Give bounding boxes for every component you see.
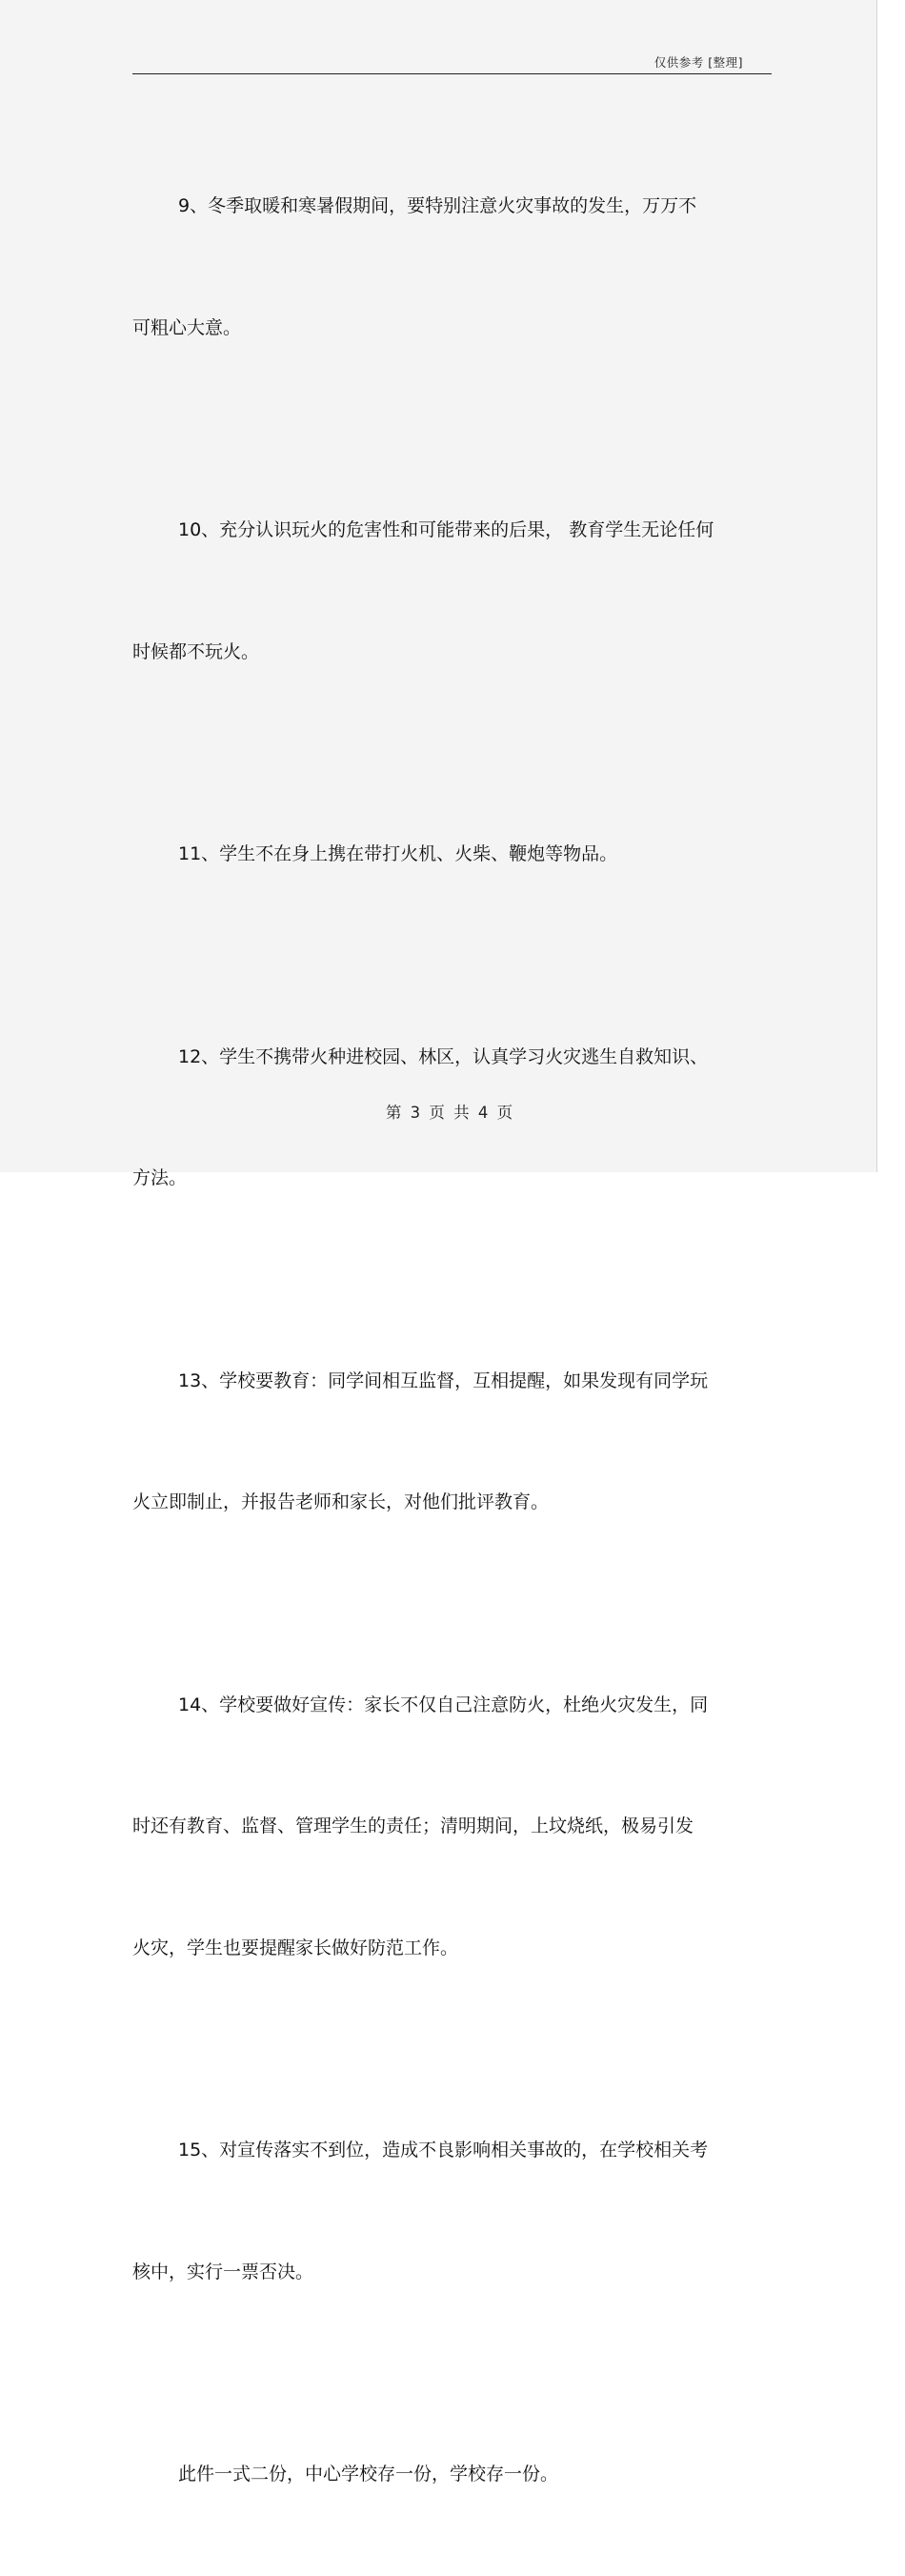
paragraph-item-15 xyxy=(132,2049,773,2373)
paragraph-line: 11、学生不在身上携在带打火机、火柴、鞭炮等物品。 xyxy=(178,843,618,864)
document-body xyxy=(132,105,773,2576)
paragraph-copies-note xyxy=(132,2373,773,2576)
paragraph-line: 10、充分认识玩火的危害性和可能带来的后果， 教育学生无论任何 xyxy=(178,519,714,540)
paragraph-line: 核中，实行一票否决。 xyxy=(132,2261,314,2282)
paragraph-line: 时候都不玩火。 xyxy=(132,640,260,662)
header-label: 仅供参考 [整理] xyxy=(654,55,743,70)
paragraph-line: 火灾，学生也要提醒家长做好防范工作。 xyxy=(132,1937,459,1958)
paragraph-item-14 xyxy=(132,1604,773,2050)
paragraph-item-10 xyxy=(132,429,773,753)
paragraph-line: 12、学生不携带火种进校园、林区，认真学习火灾逃生自救知识、 xyxy=(178,1045,709,1067)
paragraph-line: 13、学校要教育：同学间相互监督，互相提醒，如果发现有同学玩 xyxy=(178,1369,709,1391)
paragraph-line: 9、冬季取暖和寒暑假期间，要特别注意火灾事故的发生，万万不 xyxy=(178,195,697,216)
paragraph-line: 时还有教育、监督、管理学生的责任；清明期间，上坟烧纸，极易引发 xyxy=(132,1815,694,1836)
paragraph-line: 14、学校要做好宣传：家长不仅自己注意防火，杜绝火灾发生，同 xyxy=(178,1694,709,1715)
paragraph-item-11 xyxy=(132,753,773,956)
paragraph-item-13 xyxy=(132,1280,773,1604)
paragraph-line: 火立即制止，并报告老师和家长，对他们批评教育。 xyxy=(132,1491,550,1512)
paragraph-line: 方法。 xyxy=(132,1167,188,1188)
paragraph-item-9 xyxy=(132,105,773,429)
page-number: 第 3 页 共 4 页 xyxy=(385,1104,515,1122)
paragraph-line: 15、对宣传落实不到位，造成不良影响相关事故的，在学校相关考 xyxy=(178,2140,709,2160)
header-divider xyxy=(132,73,772,74)
paragraph-line: 可粗心大意。 xyxy=(132,316,242,338)
paragraph-line: 此件一式二份，中心学校存一份，学校存一份。 xyxy=(178,2464,559,2485)
